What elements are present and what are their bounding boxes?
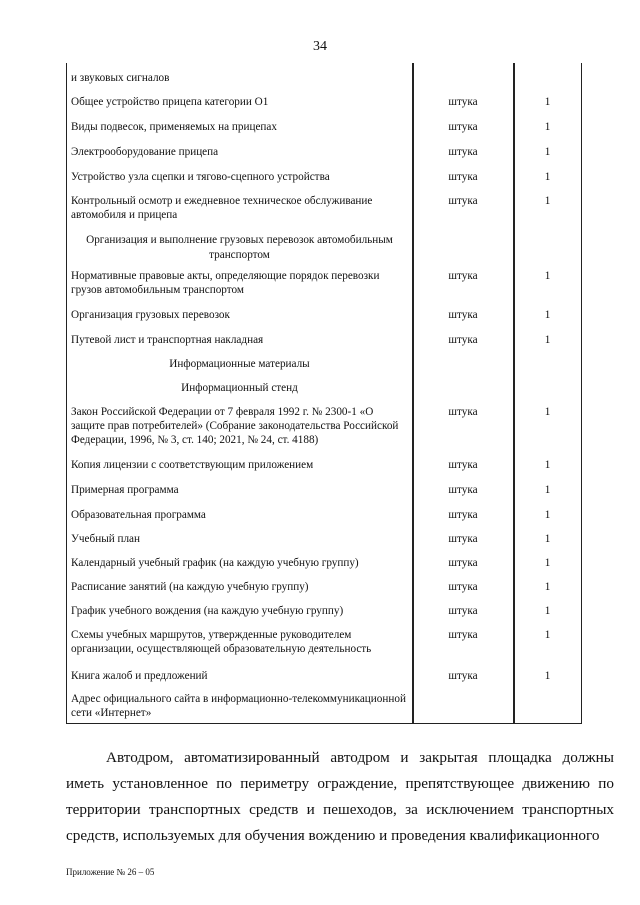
item-unit: штука <box>448 557 478 569</box>
item-name: Электрооборудование прицепа <box>71 146 219 158</box>
item-name: Закон Российской Федерации от 7 февраля 1992 г. № 2300-1 «О защите прав потребителей» (Собрание законодательства Российской Федерации, 1996, № 3, ст. 140; 2021, № 24, ст. 4188) <box>71 406 399 446</box>
item-name: Схемы учебных маршрутов, утвержденные руководителем организации, осуществляющей образовательную деятельность <box>71 629 372 655</box>
item-quantity: 1 <box>544 459 551 471</box>
section-heading: Информационные материалы <box>169 358 310 370</box>
item-name: Путевой лист и транспортная накладная <box>71 334 264 346</box>
column-divider-qty <box>513 63 515 723</box>
item-quantity: 1 <box>544 533 551 545</box>
item-quantity: 1 <box>544 121 551 133</box>
item-unit: штука <box>448 96 478 108</box>
item-unit: штука <box>448 459 478 471</box>
page-number: 34 <box>313 39 327 54</box>
item-quantity: 1 <box>544 670 551 682</box>
item-unit: штука <box>448 509 478 521</box>
item-unit: штука <box>448 605 478 617</box>
item-name: Общее устройство прицепа категории О1 <box>71 96 269 108</box>
item-unit: штука <box>448 533 478 545</box>
section-heading: Организация и выполнение грузовых перевозок автомобильным транспортом <box>86 234 393 261</box>
item-unit: штука <box>448 484 478 496</box>
item-name: Календарный учебный график (на каждую учебную группу) <box>71 557 359 569</box>
item-quantity: 1 <box>544 557 551 569</box>
item-name: Виды подвесок, применяемых на прицепах <box>71 121 277 133</box>
item-name: Книга жалоб и предложений <box>71 670 208 682</box>
body-paragraph: Автодром, автоматизированный автодром и закрытая площадка должны иметь установленное по периметру ограждение, препятствующее движению по территории транспортных средств и пешеходов, за исключением транспортных средств, используемых для обучения вождению и проведения квалификационного <box>66 749 614 844</box>
item-unit: штука <box>448 146 478 158</box>
equipment-table <box>66 63 582 724</box>
item-quantity: 1 <box>544 406 551 418</box>
item-quantity: 1 <box>544 309 551 321</box>
item-quantity: 1 <box>544 581 551 593</box>
section-heading: Информационный стенд <box>181 382 298 394</box>
item-name: Нормативные правовые акты, определяющие порядок перевозки грузов автомобильным транспортом <box>71 270 380 296</box>
item-unit: штука <box>448 121 478 133</box>
item-quantity: 1 <box>544 195 551 207</box>
item-quantity: 1 <box>544 484 551 496</box>
item-unit: штука <box>448 171 478 183</box>
item-name: Устройство узла сцепки и тягово-сцепного устройства <box>71 171 330 183</box>
footer-note: Приложение № 26 – 05 <box>66 867 155 877</box>
item-quantity: 1 <box>544 146 551 158</box>
item-quantity: 1 <box>544 334 551 346</box>
item-quantity: 1 <box>544 509 551 521</box>
item-quantity: 1 <box>544 171 551 183</box>
item-unit: штука <box>448 670 478 682</box>
item-unit: штука <box>448 309 478 321</box>
item-name: Копия лицензии с соответствующим приложением <box>71 459 314 471</box>
item-unit: штука <box>448 270 478 282</box>
item-name: Расписание занятий (на каждую учебную группу) <box>71 581 309 593</box>
item-unit: штука <box>448 406 478 418</box>
item-name: Примерная программа <box>71 484 179 496</box>
item-name: Контрольный осмотр и ежедневное техническое обслуживание автомобиля и прицепа <box>71 195 373 221</box>
item-name: и звуковых сигналов <box>71 72 170 84</box>
item-unit: штука <box>448 195 478 207</box>
column-divider-unit <box>412 63 414 723</box>
item-unit: штука <box>448 581 478 593</box>
item-name: График учебного вождения (на каждую учебную группу) <box>71 605 344 617</box>
item-quantity: 1 <box>544 96 551 108</box>
item-name: Учебный план <box>71 533 141 545</box>
item-name: Организация грузовых перевозок <box>71 309 230 321</box>
item-quantity: 1 <box>544 629 551 641</box>
item-unit: штука <box>448 629 478 641</box>
item-unit: штука <box>448 334 478 346</box>
item-quantity: 1 <box>544 270 551 282</box>
item-name: Адрес официального сайта в информационно-телекоммуникационной сети «Интернет» <box>71 693 406 719</box>
item-name: Образовательная программа <box>71 509 206 521</box>
item-quantity: 1 <box>544 605 551 617</box>
